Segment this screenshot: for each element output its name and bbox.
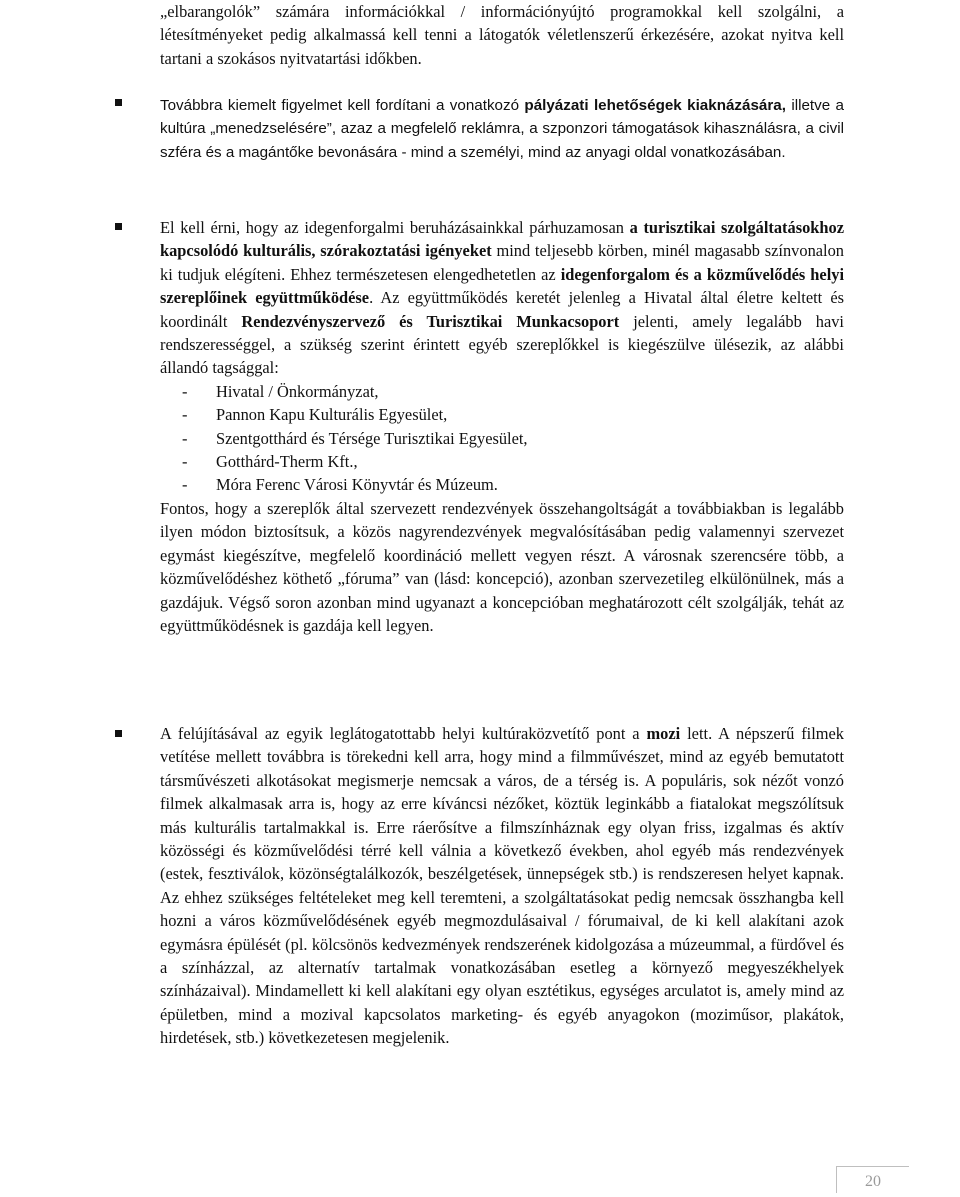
list-item: - Szentgotthárd és Térsége Turisztikai Egyesület, [160, 427, 844, 450]
bullet-paragraph-funding: Továbbra kiemelt figyelmet kell fordítani a vonatkozó pályázati lehetőségek kiaknázására, illetve a kultúra „menedzselésére”, azaz a megfelelő reklámra, a szponzori támogatások kihasználásra, a civil szféra és a magántőke bevonására - mind a személyi, mind az anyagi oldal vonatkozásában. [160, 97, 844, 161]
bullet-paragraph-tourism: El kell érni, hogy az idegenforgalmi beruházásainkkal párhuzamosan a turisztikai szolgáltatásokhoz kapcsolódó kulturális, szórakoztatási igényeket mind teljesebb körben, minél magasabb színvonalon ki tudjuk elégíteni. Ehhez természetesen elengedhetetlen az idegenforgalom és a közművelődés helyi szereplőinek együttműködése. Az együttműködés keretét jelenleg a Hivatal által életre keltett és koordinált Rendezvényszervező és Turisztikai Munkacsoport jelenti, amely legalább havi rendszerességgel, a szükség szerint érintett egyéb szereplőkkel is kiegészülve ülésezik, az alábbi állandó tagsággal: [160, 218, 844, 378]
page-number: 20 [836, 1166, 909, 1193]
bullet-square-icon [115, 99, 122, 106]
list-item: - Hivatal / Önkormányzat, [160, 380, 844, 403]
member-list [160, 380, 844, 497]
bullet-paragraph-cinema: A felújításával az egyik leglátogatottabb helyi kultúraközvetítő pont a mozi lett. A népszerű filmek vetítése mellett továbbra is törekedni kell arra, hogy mind a filmművészet, mind az egyéb bemutatott társművészeti alkotásokat megismerje nemcsak a város, de a térség is. A populáris, sok nézőt vonzó filmek alkalmasak arra is, hogy az erre kíváncsi nézőket, köztük leginkább a fiatalokat megszólítsuk más kulturális tartalmakkal is. Erre ráerősítve a filmszínháznak egy olyan friss, izgalmas és aktív közösségi és közművelődési térré kell válnia a következő években, ahol egyéb más rendezvények (estek, fesztiválok, közönségtalálkozók, beszélgetések, ünnepségek stb.) is rendszeresen helyet kapnak. Az ehhez szükséges feltételeket meg kell teremteni, a szolgáltatásokat pedig nemcsak összhangba kell hozni a város közművelődésének egyéb megmozdulásaival / fórumaival, de ki kell alakítani azok egymásra épülését (pl. kölcsönös kedvezmények rendszerének kidolgozása a múzeummal, a fürdővel és a színházzal, az alternatív tartalmak vonatkozásában esetleg a környező megyeszékhelyek színházaival). Mindamellett ki kell alakítani egy olyan esztétikus, egységes arculatot is, amely mind az épületben, mind a mozival kapcsolatos marketing- és egyéb anyagokon (moziműsor, plakátok, hirdetések, stb.) következetesen megjelenik. [160, 724, 844, 1048]
cooperation-paragraph: Fontos, hogy a szereplők által szervezett rendezvények összehangoltságát a továbbiakban is legalább ilyen módon biztosítsuk, a közös nagyrendezvények megvalósításában pedig valamennyi szervezet egymást kiegészítve, megfelelő koordináció mellett vegyen részt. A városnak szerencsére több, a közművelődéshez köthető „fóruma” van (lásd: koncepció), azonban szervezetileg elkülönülnek, más a gazdájuk. Végső soron azonban mind ugyanazt a koncepcióban meghatározott célt szolgálják, tehát az együttműködésnek is gazdája kell legyen. [160, 498, 844, 635]
bullet-square-icon [115, 730, 122, 737]
continuation-paragraph: „elbarangolók” számára információkkal / információnyújtó programokkal kell szolgálni, a létesítményeket pedig alkalmassá kell tenni a látogatók véletlenszerű érkezésére, azokat nyitva kell tartani a szokásos nyitvatartási időkben. [160, 2, 844, 68]
bullet-section-tourism [160, 216, 844, 637]
list-item: - Pannon Kapu Kulturális Egyesület, [160, 403, 844, 426]
list-item: - Móra Ferenc Városi Könyvtár és Múzeum. [160, 473, 844, 496]
list-item: - Gotthárd-Therm Kft., [160, 450, 844, 473]
bullet-square-icon [115, 223, 122, 230]
